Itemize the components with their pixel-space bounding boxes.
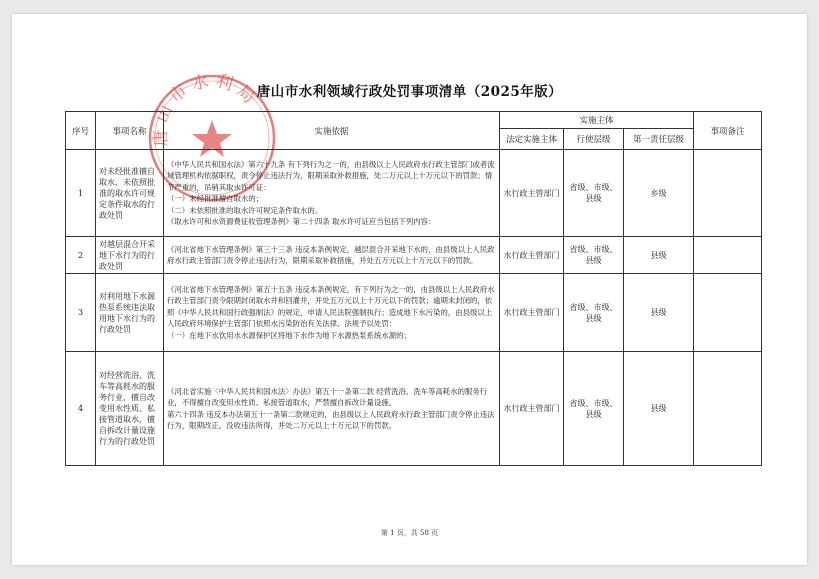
row-first-responsibility: 县级 — [624, 352, 694, 466]
row-basis — [164, 150, 500, 237]
row-level: 省级、市级、县级 — [564, 150, 624, 237]
document-title: 唐山市水利领域行政处罚事项清单（2025年版） — [256, 84, 563, 100]
header-level: 行使层级 — [564, 129, 624, 150]
row-legal-subject: 水行政主管部门 — [500, 237, 564, 274]
row-remarks — [694, 237, 762, 274]
page-footer: 第 1 页，共 58 页 — [380, 529, 439, 537]
row-item-name: 对经营洗浴、洗车等高耗水的服务行业，擅自改变用水性质、私接管道取水，擅自拆改计量设施行为的行政处罚 — [96, 352, 164, 466]
row-remarks — [694, 352, 762, 466]
header-basis: 实施依据 — [164, 112, 500, 150]
basis-line: （一）未经批准擅自取水的； — [167, 194, 264, 203]
header-legal-subject: 法定实施主体 — [500, 129, 564, 150]
header-remarks: 事项备注 — [694, 112, 762, 150]
row-remarks — [694, 150, 762, 237]
row-basis — [164, 237, 500, 274]
row-first-responsibility: 县级 — [624, 274, 694, 352]
header-implementation-group: 实施主体 — [500, 112, 694, 129]
row-item-name: 对利用地下水源热泵系统违法取用地下水行为的行政处罚 — [96, 274, 164, 352]
header-first-responsibility: 第一责任层级 — [624, 129, 694, 150]
row-legal-subject: 水行政主管部门 — [500, 150, 564, 237]
penalty-items-table — [65, 111, 762, 466]
row-basis — [164, 352, 500, 466]
header-seq: 序号 — [66, 112, 96, 150]
row-basis — [164, 274, 500, 352]
row-level: 省级、市级、县级 — [564, 237, 624, 274]
row-first-responsibility: 乡级 — [624, 150, 694, 237]
row-seq: 4 — [66, 352, 96, 466]
basis-line: 《河北省地下水管理条例》第五十五条 违反本条例规定，有下列行为之一的，由县级以上人民政府水行政主管部门责令限期封闭取水井和回灌井，并处五万元以上十万元以下的罚款；逾期未封闭的，依照《中华人民共和国行政强制法》的规定，申请人民法院强制执行；造成地下水污染的，由县级以上人民政府环境保护主管部门依照水污染防治有关法律、法规予以处罚： — [167, 284, 495, 329]
basis-line: 《河北省实施〈中华人民共和国水法〉办法》第五十一条第二款 经营洗浴、洗车等高耗水的服务行业，不得擅自改变用水性质、私接管道取水，严禁擅自拆改计量设施。 — [167, 386, 488, 407]
row-seq: 1 — [66, 150, 96, 237]
row-item-name: 对未经批准擅自取水、未依照批准的取水许可规定条件取水的行政处罚 — [96, 150, 164, 237]
basis-line: （二）未依照批准的取水许可规定条件取水的。 — [167, 205, 323, 215]
document-page — [12, 14, 807, 565]
row-seq: 3 — [66, 274, 96, 352]
basis-line: 《中华人民共和国水法》第六十九条 有下列行为之一的，由县级以上人民政府水行政主管部门或者流域管理机构依据职权，责令停止违法行为，限期采取补救措施，处二万元以上十万元以下的罚款；情节严重的，吊销其取水许可证： — [167, 159, 495, 192]
header-name: 事项名称 — [96, 112, 164, 150]
row-level: 省级、市级、县级 — [564, 274, 624, 352]
row-legal-subject: 水行政主管部门 — [500, 274, 564, 352]
row-first-responsibility: 县级 — [624, 237, 694, 274]
basis-line: 《取水许可和水资源费征收管理条例》第二十四条 取水许可证应当包括下列内容： — [167, 217, 436, 226]
table-row — [66, 274, 762, 352]
row-legal-subject: 水行政主管部门 — [500, 352, 564, 466]
row-item-name: 对越层混合开采地下水行为的行政处罚 — [96, 237, 164, 274]
row-seq: 2 — [66, 237, 96, 274]
table-row — [66, 150, 762, 237]
table-row — [66, 237, 762, 274]
basis-line: （一）在地下水饮用水水源保护区将地下水作为地下水源热泵系统水源的； — [167, 330, 411, 340]
row-remarks — [694, 274, 762, 352]
basis-line: 第六十四条 违反本办法第五十一条第二款规定的，由县级以上人民政府水行政主管部门责令停止违法行为，限期改正，没收违法所得，并处二万元以上十万元以下的罚款。 — [167, 409, 495, 430]
row-level: 省级、市级、县级 — [564, 352, 624, 466]
table-row — [66, 352, 762, 466]
basis-line: 《河北省地下水管理条例》第三十三条 违反本条例规定，越层混合开采地下水的，由县级以上人民政府水行政主管部门责令停止违法行为，限期采取补救措施，并处五万元以上十万元以下的罚款。 — [167, 244, 495, 265]
seal-arc-text: 唐山市水利局 — [150, 70, 263, 148]
